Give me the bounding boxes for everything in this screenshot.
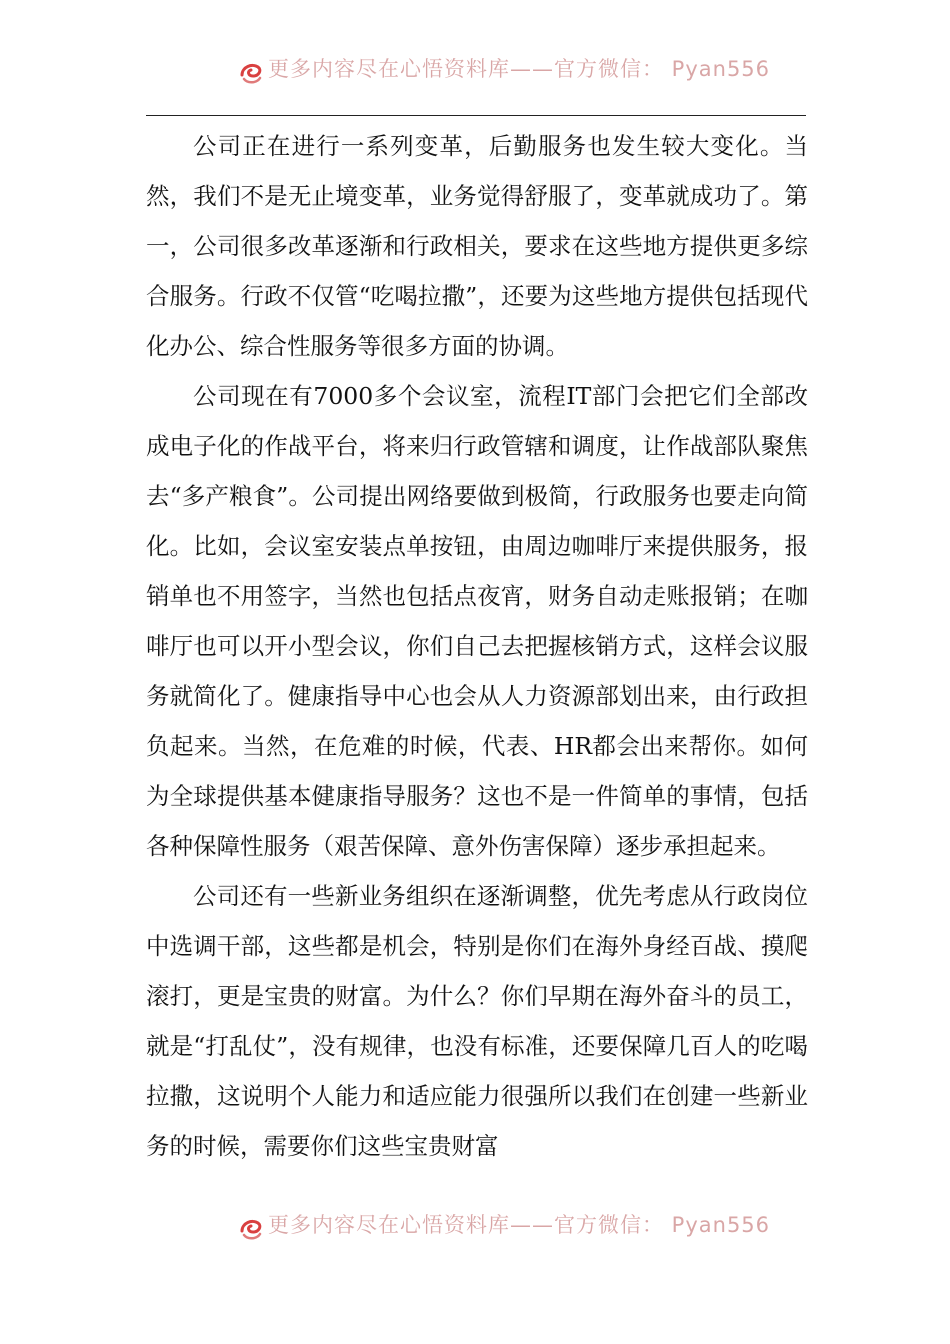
watermark-text: 更多内容尽在心悟资料库——官方微信： Pyan556	[268, 57, 771, 81]
swirl-logo-icon	[238, 1215, 264, 1241]
paragraph-2: 公司现在有7000多个会议室，流程IT部门会把它们全部改成电子化的作战平台，将来归行政管辖和调度，让作战部队聚焦去“多产粮食”。公司提出网络要做到极简，行政服务也要走向简化。比如，会议室安装点单按钮，由周边咖啡厅来提供服务，报销单也不用签字，当然也包括点夜宵，财务自动走账报销；在咖啡厅也可以开小型会议，你们自己去把握核销方式，这样会议服务就简化了。健康指导中心也会从人力资源部划出来，由行政担负起来。当然，在危难的时候，代表、HR都会出来帮你。如何为全球提供基本健康指导服务？这也不是一件简单的事情，包括各种保障性服务（艰苦保障、意外伤害保障）逐步承担起来。	[146, 382, 808, 860]
footer-watermark	[0, 1212, 950, 1242]
header-divider	[146, 115, 806, 116]
paragraph-3: 公司还有一些新业务组织在逐渐调整，优先考虑从行政岗位中选调干部，这些都是机会，特别是你们在海外身经百战、摸爬滚打，更是宝贵的财富。为什么？你们早期在海外奋斗的员工，就是“打乱仗”，没有规律，也没有标准，还要保障几百人的吃喝拉撒，这说明个人能力和适应能力很强所以我们在创建一些新业务的时候，需要你们这些宝贵财富	[146, 882, 808, 1160]
swirl-logo-icon	[238, 59, 264, 85]
header-watermark	[0, 56, 950, 86]
paragraph-1: 公司正在进行一系列变革，后勤服务也发生较大变化。当然，我们不是无止境变革，业务觉得舒服了，变革就成功了。第一，公司很多改革逐渐和行政相关，要求在这些地方提供更多综合服务。行政不仅管“吃喝拉撒”，还要为这些地方提供包括现代化办公、综合性服务等很多方面的协调。	[146, 132, 808, 360]
watermark-text: 更多内容尽在心悟资料库——官方微信： Pyan556	[268, 1213, 771, 1237]
document-body	[146, 121, 808, 1171]
